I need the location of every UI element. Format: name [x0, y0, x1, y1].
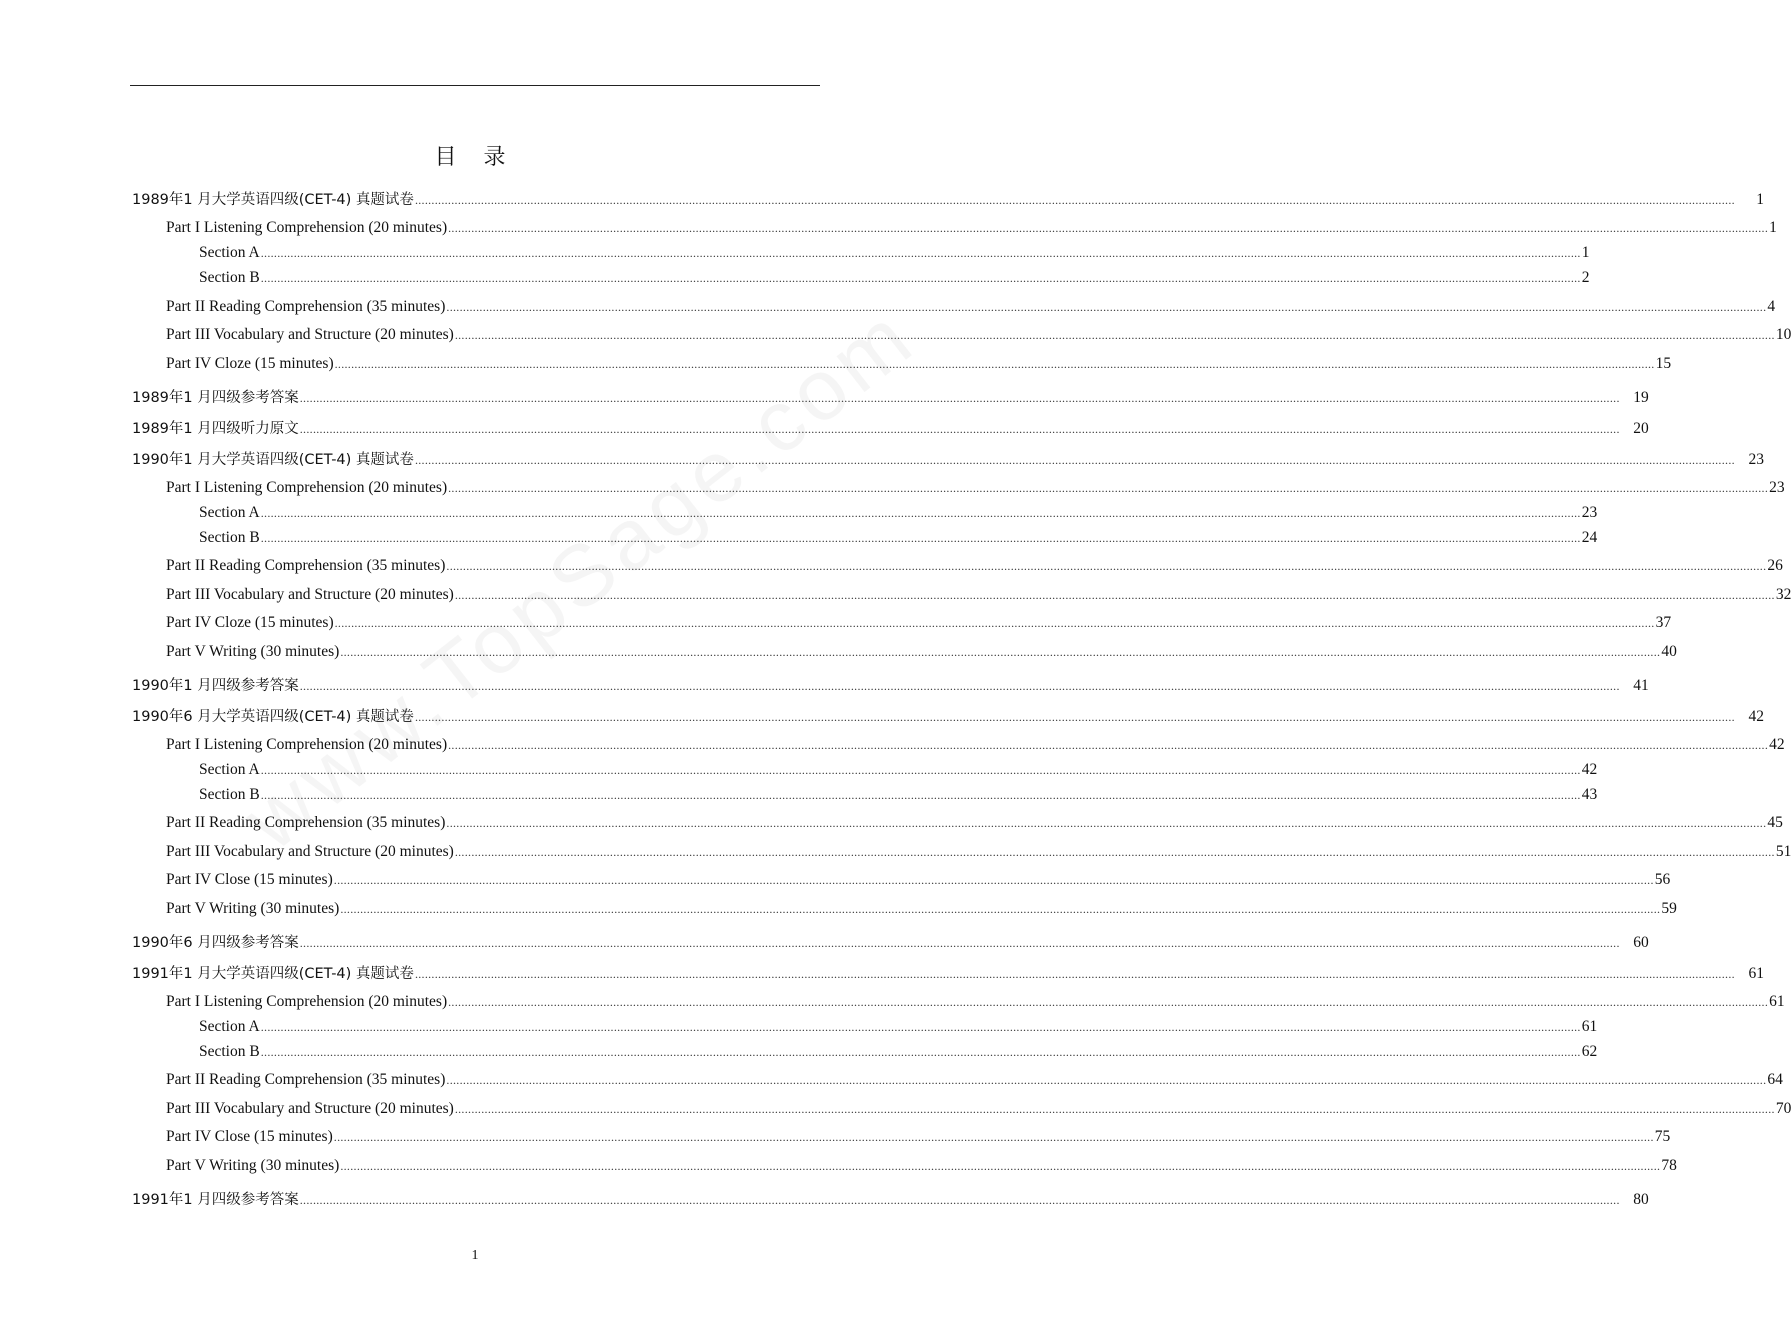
dot-leader: ................................................................................................................................................................................................................................................................................................................................................................................................................ [260, 530, 1581, 545]
toc-entry[interactable] [132, 962, 1764, 984]
toc-entry-page: 80 [1633, 1190, 1649, 1208]
toc-entry[interactable] [166, 814, 1783, 836]
toc-entry-label: Part IV Cloze (15 minutes) [166, 354, 334, 372]
toc-entry[interactable] [199, 785, 1598, 808]
dot-leader: ................................................................................................................................................................................................................................................................................................................................................................................................................ [260, 246, 1581, 260]
dot-leader: ................................................................................................................................................................................................................................................................................................................................................................................................................ [260, 1019, 1581, 1034]
toc-entry-page: 75 [1654, 1128, 1671, 1145]
dot-leader: ................................................................................................................................................................................................................................................................................................................................................................................................................ [414, 709, 1735, 724]
toc-entry[interactable] [132, 705, 1764, 727]
dot-leader: ................................................................................................................................................................................................................................................................................................................................................................................................................ [454, 587, 1775, 602]
toc-entry-page: 10 [1775, 326, 1791, 343]
toc-entry-label: 1990年6 月大学英语四级(CET-4) 真题试卷 [132, 708, 414, 725]
dot-leader: ................................................................................................................................................................................................................................................................................................................................................................................................................ [260, 762, 1581, 777]
toc-entry-label: Section A [199, 244, 260, 261]
dot-leader: ................................................................................................................................................................................................................................................................................................................................................................................................................ [340, 1158, 1661, 1173]
toc-entry-label: Part II Reading Comprehension (35 minutes) [166, 557, 446, 574]
toc-entry-page: 1 [1769, 219, 1777, 236]
toc-entry-label: Part I Listening Comprehension (20 minutes) [166, 992, 448, 1010]
dot-leader: ................................................................................................................................................................................................................................................................................................................................................................................................................ [446, 299, 1767, 314]
dot-leader: ................................................................................................................................................................................................................................................................................................................................................................................................................ [260, 1044, 1581, 1059]
toc-entry-label: Part I Listening Comprehension (20 minutes) [166, 735, 448, 753]
toc-entry[interactable] [166, 1071, 1783, 1093]
toc-entry[interactable] [166, 1099, 1791, 1122]
dot-leader: ................................................................................................................................................................................................................................................................................................................................................................................................................ [260, 787, 1581, 802]
toc-entry-label: 1990年6 月四级参考答案 [132, 934, 299, 951]
dot-leader: ................................................................................................................................................................................................................................................................................................................................................................................................................ [340, 901, 1661, 916]
toc-entry-label: Section B [199, 1042, 260, 1060]
toc-entry[interactable] [132, 931, 1649, 953]
toc-entry-page: 19 [1633, 388, 1649, 406]
toc-entry-page: 60 [1633, 933, 1649, 951]
toc-entry-page: 26 [1767, 557, 1783, 574]
toc-entry-page: 61 [1581, 1017, 1598, 1035]
toc-entry-page: 37 [1655, 614, 1672, 631]
toc-entry[interactable] [166, 354, 1672, 377]
toc-entry-label: Part IV Close (15 minutes) [166, 871, 333, 888]
toc-entry[interactable] [132, 417, 1649, 439]
dot-leader: ................................................................................................................................................................................................................................................................................................................................................................................................................ [414, 452, 1735, 467]
dot-leader: ................................................................................................................................................................................................................................................................................................................................................................................................................ [446, 559, 1767, 573]
toc-entry-label: Part V Writing (30 minutes) [166, 642, 340, 660]
dot-leader: ................................................................................................................................................................................................................................................................................................................................................................................................................ [448, 737, 1769, 752]
toc-entry[interactable] [199, 244, 1590, 266]
dot-leader: ................................................................................................................................................................................................................................................................................................................................................................................................................ [260, 505, 1581, 520]
toc-entry-page: 61 [1748, 964, 1764, 982]
toc-entry[interactable] [132, 386, 1649, 408]
toc-entry[interactable] [132, 674, 1649, 696]
toc-entry[interactable] [166, 1128, 1671, 1150]
toc-entry-label: Section B [199, 269, 260, 286]
toc-entry-label: Part II Reading Comprehension (35 minutes) [166, 297, 446, 315]
toc-entry[interactable] [166, 1156, 1677, 1179]
toc-entry-label: 1990年1 月四级参考答案 [132, 677, 299, 694]
toc-entry-page: 15 [1655, 354, 1672, 372]
toc-entry[interactable] [166, 614, 1672, 636]
toc-entry[interactable] [199, 503, 1598, 526]
dot-leader: ................................................................................................................................................................................................................................................................................................................................................................................................................ [446, 1073, 1767, 1087]
dot-leader: ................................................................................................................................................................................................................................................................................................................................................................................................................ [334, 356, 1655, 371]
toc-entry-label: Part III Vocabulary and Structure (20 minutes) [166, 326, 454, 343]
toc-entry-label: 1991年1 月大学英语四级(CET-4) 真题试卷 [132, 965, 414, 982]
dot-leader: ................................................................................................................................................................................................................................................................................................................................................................................................................ [454, 328, 1775, 342]
dot-leader: ................................................................................................................................................................................................................................................................................................................................................................................................................ [299, 935, 1620, 950]
toc-entry-page: 42 [1581, 760, 1598, 778]
toc-entry-label: 1989年1 月四级听力原文 [132, 420, 299, 437]
toc-entry-label: Section B [199, 785, 260, 803]
toc-entry-label: 1991年1 月四级参考答案 [132, 1191, 299, 1208]
dot-leader: ................................................................................................................................................................................................................................................................................................................................................................................................................ [448, 221, 1769, 235]
toc-entry-page: 42 [1769, 735, 1785, 753]
toc-entry-label: 1989年1 月四级参考答案 [132, 389, 299, 406]
toc-entry-page: 78 [1661, 1156, 1677, 1174]
toc-entry[interactable] [199, 1017, 1598, 1040]
toc-entry[interactable] [166, 992, 1785, 1015]
toc-entry[interactable] [166, 899, 1677, 922]
toc-entry-page: 42 [1748, 707, 1764, 725]
toc-entry-page: 1 [1756, 191, 1764, 208]
dot-leader: ................................................................................................................................................................................................................................................................................................................................................................................................................ [448, 480, 1769, 495]
dot-leader: ................................................................................................................................................................................................................................................................................................................................................................................................................ [299, 390, 1620, 405]
toc-entry[interactable] [132, 188, 1764, 210]
toc-entry[interactable] [166, 297, 1776, 320]
page-title: 目 录 [434, 145, 516, 170]
toc-entry[interactable] [132, 1188, 1649, 1210]
toc-entry-page: 40 [1661, 642, 1677, 660]
dot-leader: ................................................................................................................................................................................................................................................................................................................................................................................................................ [260, 271, 1581, 285]
toc-entry-page: 51 [1775, 842, 1791, 860]
toc-entry[interactable] [166, 219, 1777, 241]
toc-entry-label: 1989年1 月大学英语四级(CET-4) 真题试卷 [132, 192, 414, 208]
toc-entry[interactable] [166, 642, 1677, 665]
toc-entry-page: 62 [1581, 1042, 1598, 1060]
toc-entry-page: 43 [1581, 785, 1598, 803]
toc-entry[interactable] [166, 585, 1791, 608]
toc-entry-page: 20 [1633, 419, 1649, 437]
toc-entry-label: Part II Reading Comprehension (35 minutes) [166, 814, 446, 831]
dot-leader: ................................................................................................................................................................................................................................................................................................................................................................................................................ [299, 1192, 1620, 1207]
toc-entry[interactable] [166, 871, 1671, 893]
toc-entry-page: 23 [1748, 450, 1764, 468]
dot-leader: ................................................................................................................................................................................................................................................................................................................................................................................................................ [340, 644, 1661, 659]
toc-entry[interactable] [166, 478, 1785, 501]
toc-entry[interactable] [166, 842, 1791, 865]
dot-leader: ................................................................................................................................................................................................................................................................................................................................................................................................................ [414, 193, 1735, 207]
dot-leader: ................................................................................................................................................................................................................................................................................................................................................................................................................ [299, 421, 1620, 436]
dot-leader: ................................................................................................................................................................................................................................................................................................................................................................................................................ [334, 616, 1655, 630]
toc-entry[interactable] [166, 326, 1791, 348]
toc-entry-page: 59 [1661, 899, 1677, 917]
toc-entry-label: Part I Listening Comprehension (20 minutes) [166, 478, 448, 496]
toc-entry-page: 64 [1767, 1071, 1783, 1088]
toc-entry-label: Section A [199, 760, 260, 778]
toc-entry-label: Part I Listening Comprehension (20 minutes) [166, 219, 448, 236]
toc-entry-page: 23 [1581, 503, 1598, 521]
dot-leader: ................................................................................................................................................................................................................................................................................................................................................................................................................ [299, 678, 1620, 693]
toc-entry[interactable] [199, 528, 1598, 551]
toc-entry-page: 4 [1767, 297, 1776, 315]
toc-entry-page: 56 [1654, 871, 1671, 888]
toc-entry-page: 23 [1769, 478, 1785, 496]
toc-entry[interactable] [199, 269, 1590, 291]
toc-entry[interactable] [132, 448, 1764, 470]
toc-entry-label: Part III Vocabulary and Structure (20 minutes) [166, 842, 454, 860]
toc-entry-label: Part IV Close (15 minutes) [166, 1128, 333, 1145]
dot-leader: ................................................................................................................................................................................................................................................................................................................................................................................................................ [414, 966, 1735, 981]
dot-leader: ................................................................................................................................................................................................................................................................................................................................................................................................................ [448, 994, 1769, 1009]
dot-leader: ................................................................................................................................................................................................................................................................................................................................................................................................................ [333, 1130, 1654, 1144]
dot-leader: ................................................................................................................................................................................................................................................................................................................................................................................................................ [454, 844, 1775, 859]
toc-entry[interactable] [199, 1042, 1598, 1065]
toc-entry-label: Section A [199, 1017, 260, 1035]
toc-entry-label: Part II Reading Comprehension (35 minutes) [166, 1071, 446, 1088]
toc-entry-label: Part V Writing (30 minutes) [166, 1156, 340, 1174]
toc-entry-label: Section A [199, 503, 260, 521]
toc-entry[interactable] [166, 557, 1783, 579]
toc-entry-page: 1 [1581, 244, 1590, 261]
dot-leader: ................................................................................................................................................................................................................................................................................................................................................................................................................ [446, 816, 1767, 830]
toc-entry[interactable] [166, 735, 1785, 758]
toc-entry-label: 1990年1 月大学英语四级(CET-4) 真题试卷 [132, 451, 414, 468]
toc-entry-label: Part V Writing (30 minutes) [166, 899, 340, 917]
toc-entry-page: 61 [1769, 992, 1785, 1010]
toc-entry-page: 45 [1767, 814, 1783, 831]
toc-entry-page: 2 [1581, 269, 1590, 286]
dot-leader: ................................................................................................................................................................................................................................................................................................................................................................................................................ [333, 873, 1654, 887]
page-number: 1 [471, 1248, 479, 1263]
toc-entry[interactable] [199, 760, 1598, 783]
toc-entry-label: Part III Vocabulary and Structure (20 minutes) [166, 585, 454, 603]
toc-entry-label: Section B [199, 528, 260, 546]
dot-leader: ................................................................................................................................................................................................................................................................................................................................................................................................................ [454, 1101, 1775, 1116]
toc-entry-page: 32 [1775, 585, 1791, 603]
toc-entry-page: 70 [1775, 1099, 1791, 1117]
toc-entry-page: 24 [1581, 528, 1598, 546]
toc-entry-label: Part IV Cloze (15 minutes) [166, 614, 334, 631]
toc-entry-page: 41 [1633, 676, 1649, 694]
toc-entry-label: Part III Vocabulary and Structure (20 minutes) [166, 1099, 454, 1117]
